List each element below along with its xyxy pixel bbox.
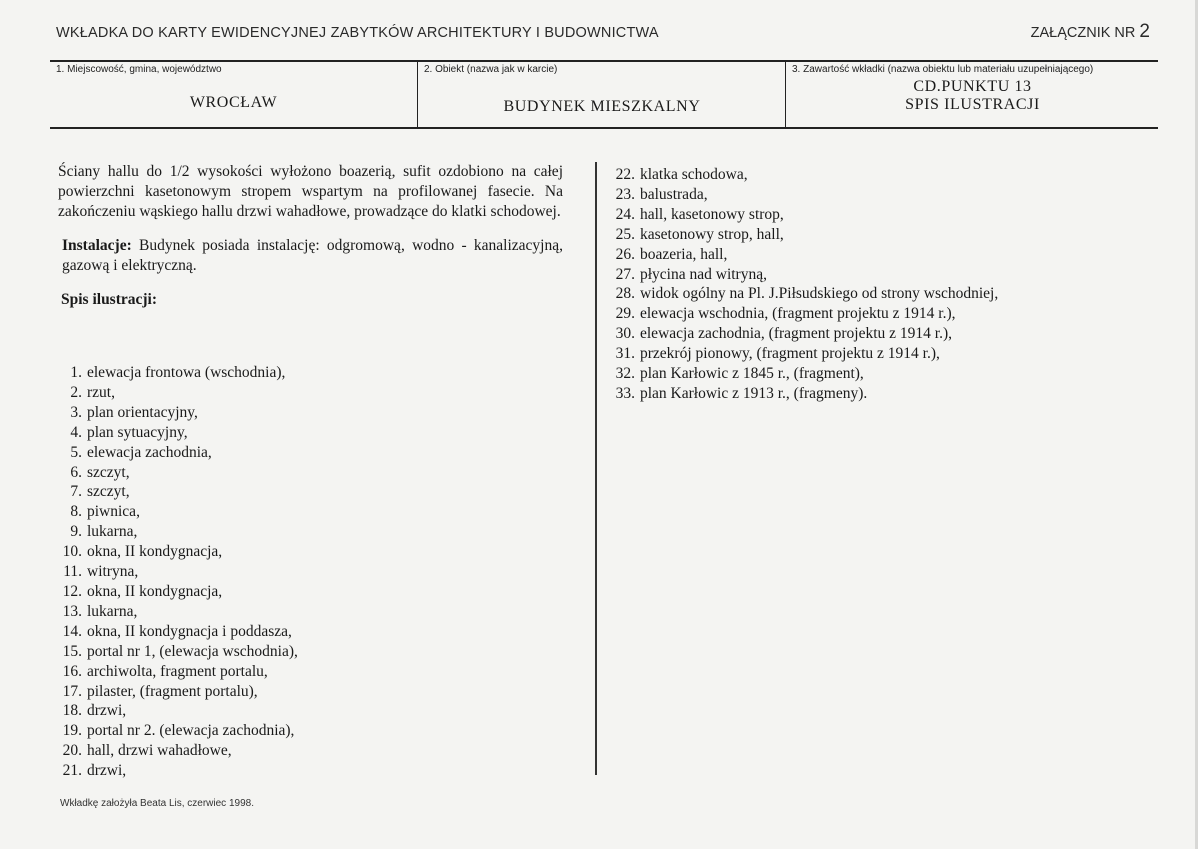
annex-label xyxy=(1031,21,1150,43)
list-item-number: 31. xyxy=(615,345,635,363)
locality-value: WROCŁAW xyxy=(189,94,278,111)
installations-paragraph xyxy=(58,236,563,276)
contents-label: 3. Zawartość wkładki (nazwa obiektu lub materiału uzupełniającego) xyxy=(792,64,1094,75)
list-item xyxy=(58,622,298,642)
list-item xyxy=(612,284,998,304)
list-item xyxy=(58,701,298,721)
list-item-text: płycina nad witryną, xyxy=(640,265,767,283)
author-footer: Wkładkę założyła Beata Lis, czerwiec 1998. xyxy=(60,798,254,809)
list-item-text: szczyt, xyxy=(87,463,130,481)
list-item xyxy=(58,482,298,502)
list-item-number: 4. xyxy=(70,423,82,441)
list-item-text: lukarna, xyxy=(87,602,138,620)
list-item-text: portal nr 1, (elewacja wschodnia), xyxy=(87,642,298,660)
list-item-text: portal nr 2. (elewacja zachodnia), xyxy=(87,722,295,740)
list-item-number: 14. xyxy=(62,622,82,640)
list-item-text: przekrój pionowy, (fragment projektu z 1914 r.), xyxy=(640,345,940,363)
list-item-number: 2. xyxy=(70,383,82,401)
annex-number: 2 xyxy=(1139,21,1150,42)
list-item-number: 29. xyxy=(615,305,635,323)
list-item xyxy=(58,562,298,582)
contents-value-line-1: CD.PUNKTU 13 xyxy=(913,78,1032,95)
list-item-number: 7. xyxy=(70,483,82,501)
list-item xyxy=(612,245,998,265)
list-item-number: 21. xyxy=(62,762,82,780)
list-item-number: 33. xyxy=(615,384,635,402)
list-item-text: okna, II kondygnacja, xyxy=(87,582,223,600)
list-item-text: piwnica, xyxy=(87,503,140,521)
list-item-text: okna, II kondygnacja, xyxy=(87,543,223,561)
hall-description: Ściany hallu do 1/2 wysokości wyłożono boazerią, sufit ozdobiono na całej powierzchni kasetonowym stropem wspartym na profilowanej fasecie. Na zakończeniu wąskiego hallu drzwi wahadłowe, prowadzące do klatki schodowej. xyxy=(58,163,563,220)
contents-field xyxy=(785,62,1159,127)
list-item-number: 13. xyxy=(62,602,82,620)
list-item-text: hall, kasetonowy strop, xyxy=(640,205,784,223)
description-section xyxy=(58,162,563,310)
list-item-text: drzwi, xyxy=(87,702,127,720)
list-item xyxy=(612,384,998,404)
illustrations-list-right xyxy=(612,165,998,404)
object-label: 2. Obiekt (nazwa jak w karcie) xyxy=(424,64,558,75)
list-item xyxy=(612,304,998,324)
list-item-number: 30. xyxy=(615,325,635,343)
list-item-number: 9. xyxy=(70,523,82,541)
header-fields-box xyxy=(50,60,1158,129)
list-item-number: 25. xyxy=(615,225,635,243)
list-item-text: lukarna, xyxy=(87,523,138,541)
list-item-text: balustrada, xyxy=(640,185,708,203)
list-item xyxy=(612,344,998,364)
list-item-number: 1. xyxy=(70,364,82,381)
list-item-text: rzut, xyxy=(87,383,115,401)
list-item xyxy=(612,265,998,285)
list-item-text: szczyt, xyxy=(87,483,130,501)
locality-label: 1. Miejscowość, gmina, województwo xyxy=(56,64,222,75)
list-item-text: plan Karłowic z 1913 r., (fragmeny). xyxy=(640,384,868,402)
list-item-number: 26. xyxy=(615,245,635,263)
list-item-text: plan Karłowic z 1845 r., (fragment), xyxy=(640,365,864,383)
locality-field xyxy=(50,62,417,127)
list-item xyxy=(58,463,298,483)
list-item xyxy=(58,602,298,622)
list-item-number: 22. xyxy=(615,166,635,183)
installations-label: Instalacje: xyxy=(62,237,132,254)
list-item xyxy=(612,364,998,384)
list-item-number: 19. xyxy=(62,722,82,740)
list-item xyxy=(58,502,298,522)
list-item-number: 28. xyxy=(615,285,635,303)
list-item-text: elewacja wschodnia, (fragment projektu z 1914 r.), xyxy=(640,305,956,323)
list-item-number: 15. xyxy=(62,642,82,660)
list-item-number: 11. xyxy=(63,563,82,581)
list-item-text: plan sytuacyjny, xyxy=(87,423,188,441)
object-value: BUDYNEK MIESZKALNY xyxy=(503,98,701,115)
list-item xyxy=(58,741,298,761)
list-item-text: boazeria, hall, xyxy=(640,245,728,263)
contents-value-line-2: SPIS ILUSTRACJI xyxy=(905,96,1040,113)
list-item-text: elewacja frontowa (wschodnia), xyxy=(87,364,286,381)
list-item xyxy=(58,761,298,781)
list-item-text: archiwolta, fragment portalu, xyxy=(87,662,268,680)
list-item xyxy=(58,662,298,682)
list-item-number: 20. xyxy=(62,742,82,760)
list-item xyxy=(58,443,298,463)
list-item xyxy=(58,721,298,741)
annex-label-text: ZAŁĄCZNIK NR xyxy=(1030,25,1136,41)
list-item xyxy=(612,165,998,185)
list-item xyxy=(612,185,998,205)
list-item-number: 6. xyxy=(70,463,82,481)
list-item-number: 18. xyxy=(62,702,82,720)
list-heading: Spis ilustracji: xyxy=(61,291,158,308)
list-item xyxy=(612,225,998,245)
list-item-number: 24. xyxy=(615,205,635,223)
list-item-number: 12. xyxy=(62,582,82,600)
list-item xyxy=(58,642,298,662)
list-item-number: 10. xyxy=(62,543,82,561)
list-item-text: elewacja zachodnia, (fragment projektu z 1914 r.), xyxy=(640,325,953,343)
list-item-text: pilaster, (fragment portalu), xyxy=(87,682,258,700)
list-item-text: kasetonowy strop, hall, xyxy=(640,225,784,243)
list-item xyxy=(58,403,298,423)
list-item xyxy=(58,522,298,542)
list-item-number: 3. xyxy=(70,403,82,421)
object-field xyxy=(417,62,786,127)
illustrations-list-left xyxy=(58,363,298,781)
list-item-number: 32. xyxy=(615,365,635,383)
list-item-number: 5. xyxy=(70,443,82,461)
list-item-text: klatka schodowa, xyxy=(640,166,748,183)
list-item-number: 17. xyxy=(62,682,82,700)
list-item-text: plan orientacyjny, xyxy=(87,403,198,421)
list-item xyxy=(58,363,298,383)
list-item-text: hall, drzwi wahadłowe, xyxy=(87,742,232,760)
installations-text: Budynek posiada instalację: odgromową, wodno - kanalizacyjną, gazową i elektryczną. xyxy=(62,237,563,274)
list-item xyxy=(58,542,298,562)
list-item xyxy=(612,205,998,225)
list-item-text: drzwi, xyxy=(87,762,127,780)
list-item xyxy=(58,582,298,602)
list-item xyxy=(612,324,998,344)
form-title: WKŁADKA DO KARTY EWIDENCYJNEJ ZABYTKÓW ARCHITEKTURY I BUDOWNICTWA xyxy=(56,25,659,41)
list-item-text: elewacja zachodnia, xyxy=(87,443,212,461)
list-item-number: 27. xyxy=(615,265,635,283)
list-item-number: 23. xyxy=(615,185,635,203)
list-item xyxy=(58,682,298,702)
list-item-number: 8. xyxy=(70,503,82,521)
list-item-number: 16. xyxy=(62,662,82,680)
list-item-text: okna, II kondygnacja i poddasza, xyxy=(87,622,292,640)
list-item-text: witryna, xyxy=(87,563,139,581)
list-item xyxy=(58,423,298,443)
list-item xyxy=(58,383,298,403)
list-item-text: widok ogólny na Pl. J.Piłsudskiego od strony wschodniej, xyxy=(640,285,999,303)
column-divider xyxy=(595,162,597,775)
